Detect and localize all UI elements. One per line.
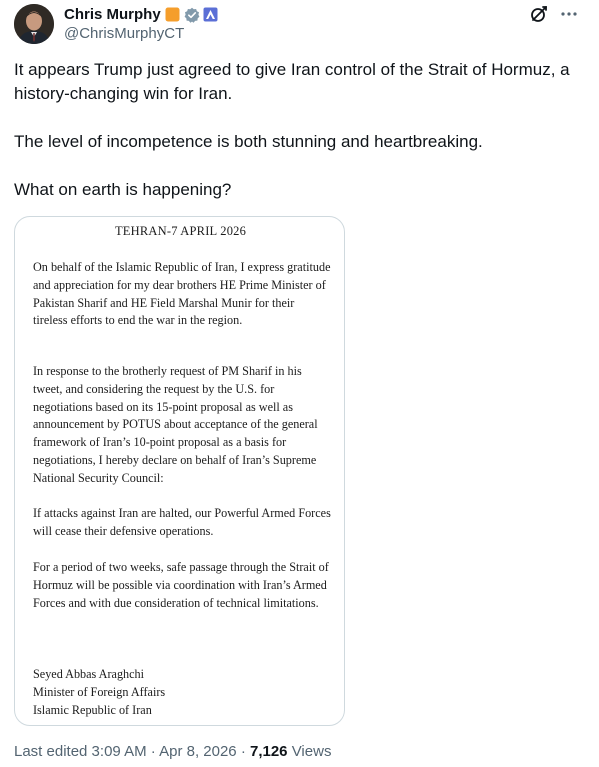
tweet-text [14,58,584,202]
avatar[interactable] [14,4,54,44]
letter-paragraph: If attacks against Iran are halted, our Powerful Armed Forces will cease their defensive operations. [33,506,331,538]
verified-badge-icon[interactable] [184,7,199,22]
signature-line: Islamic Republic of Iran [33,702,152,717]
letter-signature [33,666,331,719]
tweet-paragraph: The level of incompetence is both stunning and heartbreaking. [14,132,483,151]
top-actions [529,4,579,24]
tweet-paragraph: What on earth is happening? [14,180,232,199]
views-label: Views [287,743,332,760]
author-handle[interactable]: @ChrisMurphyCT [64,25,185,42]
orange-square-badge-icon [165,7,180,22]
letter-heading: TEHRAN-7 APRIL 2026 [114,224,247,238]
avatar-image [14,4,54,44]
author-name-row [64,4,218,24]
signature-line: Minister of Foreign Affairs [33,684,166,699]
letter-paragraph: In response to the brotherly request of PM Sharif in his tweet, and considering the request by the U.S. for negotiations based on its 15-point proposal as well as announcement by POTUS about acceptance of the general framework of Iran’s 10-point proposal as a basis for negotiations, I hereby declare on behalf of Iran’s Supreme National Security Council: [33,364,318,485]
views-count[interactable]: 7,126 [249,743,288,760]
edited-timestamp[interactable]: Last edited 3:09 AM · Apr 8, 2026 · [14,743,250,760]
tweet-meta [14,743,331,760]
grok-icon[interactable] [529,4,549,24]
affiliate-badge-icon[interactable] [203,7,218,22]
media-image[interactable] [14,216,345,726]
letter-paragraph: For a period of two weeks, safe passage through the Strait of Hormuz will be possible via coordination with Iran’s Armed Forces and with due consideration of technical limitations. [33,560,329,610]
letter-paragraph: On behalf of the Islamic Republic of Iran, I express gratitude and appreciation for my dear brothers HE Prime Minister of Pakistan Sharif and HE Field Marshal Munir for their tireless efforts to end the war in the region. [33,260,331,328]
tweet-paragraph: It appears Trump just agreed to give Iran control of the Strait of Hormuz, a history-changing win for Iran. [14,60,570,103]
author-display-name[interactable]: Chris Murphy [64,5,161,23]
more-options-icon[interactable] [559,4,579,24]
signature-line: Seyed Abbas Araghchi [33,667,145,681]
